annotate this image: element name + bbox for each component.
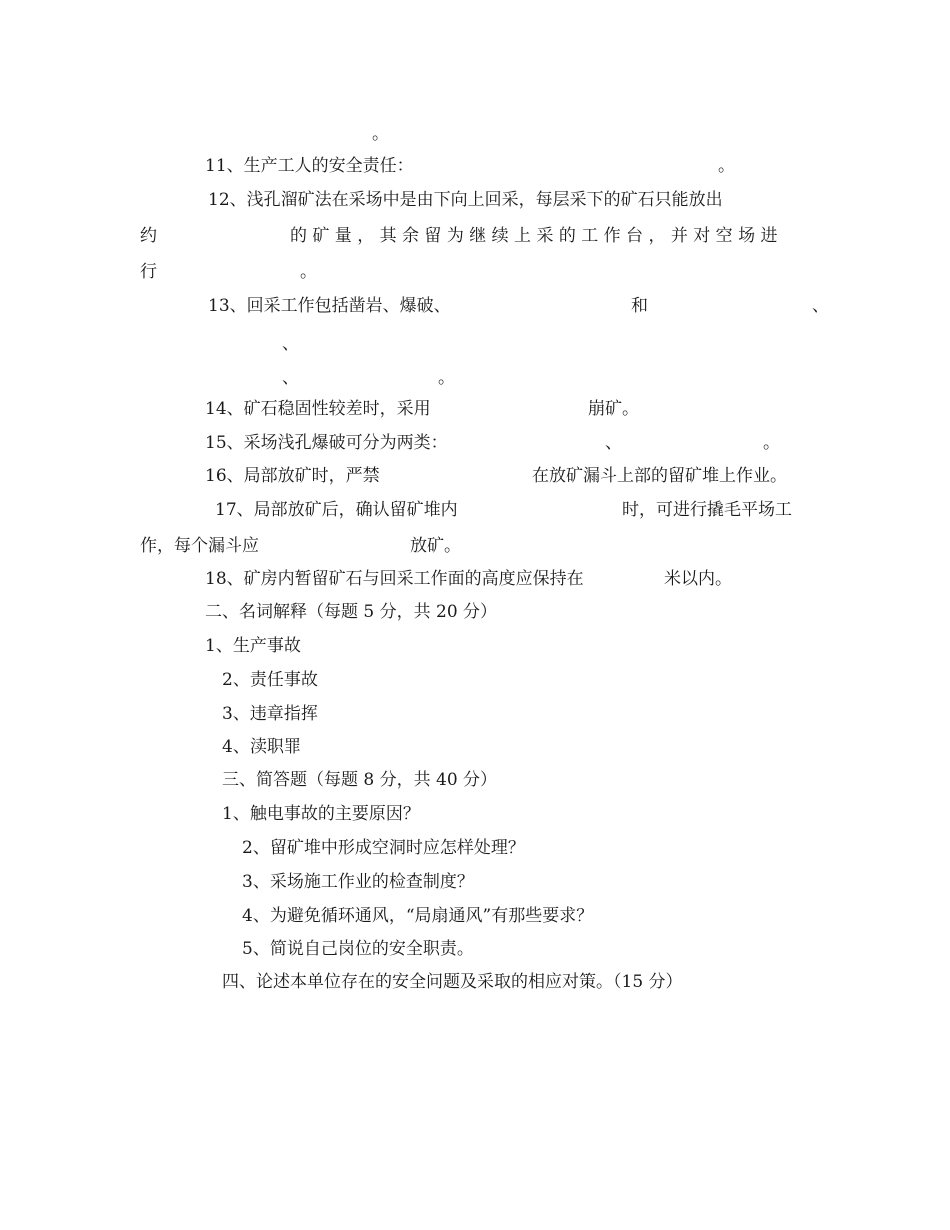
question-15: 15、采场浅孔爆破可分为两类： xyxy=(205,433,448,453)
question-13: 13、回采工作包括凿岩、爆破、 xyxy=(208,296,451,316)
question-17-line1: 17、局部放矿后，确认留矿堆内 xyxy=(215,500,458,520)
question-11-end: 。 xyxy=(718,156,735,176)
question-13-and: 和 xyxy=(631,296,648,316)
question-18-end: 米以内。 xyxy=(664,569,732,589)
question-15-sep: 、 xyxy=(605,433,622,453)
question-12-line1: 12、浅孔溜矿法在采场中是由下向上回采，每层采下的矿石只能放出 xyxy=(208,190,723,210)
question-16-end: 在放矿漏斗上部的留矿堆上作业。 xyxy=(532,466,787,486)
question-12-line3-end: 。 xyxy=(300,262,317,282)
section-3-heading: 三、简答题（每题 8 分，共 40 分） xyxy=(222,770,498,790)
question-13-sep3: 、 xyxy=(282,368,299,388)
question-14-end: 崩矿。 xyxy=(588,399,639,419)
question-17-line1-end: 时，可进行撬毛平场工 xyxy=(622,500,792,520)
section-4-heading: 四、论述本单位存在的安全问题及采取的相应对策。（15 分） xyxy=(222,972,683,992)
question-17-line2: 作，每个漏斗应 xyxy=(140,536,259,556)
question-12-line2: 的 矿 量 ， 其 余 留 为 继 续 上 采 的 工 作 台 ， 并 对 空 场 进 xyxy=(290,226,778,246)
section-2-item: 2、责任事故 xyxy=(222,670,318,690)
section-3-item: 5、简说自己岗位的安全职责。 xyxy=(242,939,474,959)
question-11: 11、生产工人的安全责任： xyxy=(205,156,414,176)
question-17-line2-end: 放矿。 xyxy=(410,536,461,556)
question-12-line2-start: 约 xyxy=(140,226,157,246)
section-3-item: 3、采场施工作业的检查制度？ xyxy=(242,872,474,892)
question-16: 16、局部放矿时，严禁 xyxy=(205,466,380,486)
question-18: 18、矿房内暂留矿石与回采工作面的高度应保持在 xyxy=(205,569,584,589)
question-14: 14、矿石稳固性较差时，采用 xyxy=(205,399,431,419)
section-2-heading: 二、名词解释（每题 5 分，共 20 分） xyxy=(205,602,498,622)
section-3-item: 1、触电事故的主要原因？ xyxy=(222,804,420,824)
continuation-period: 。 xyxy=(372,124,389,144)
question-13-sep1: 、 xyxy=(812,296,829,316)
question-13-end: 。 xyxy=(438,368,455,388)
question-12-line3-start: 行 xyxy=(140,262,157,282)
section-2-item: 3、违章指挥 xyxy=(222,704,318,724)
section-3-item: 4、为避免循环通风，“局扇通风”有那些要求？ xyxy=(242,906,594,926)
question-15-end: 。 xyxy=(763,433,780,453)
section-2-item: 1、生产事故 xyxy=(205,636,301,656)
section-2-item: 4、渎职罪 xyxy=(222,737,301,757)
section-3-item: 2、留矿堆中形成空洞时应怎样处理？ xyxy=(242,838,525,858)
question-13-sep2: 、 xyxy=(282,334,299,354)
